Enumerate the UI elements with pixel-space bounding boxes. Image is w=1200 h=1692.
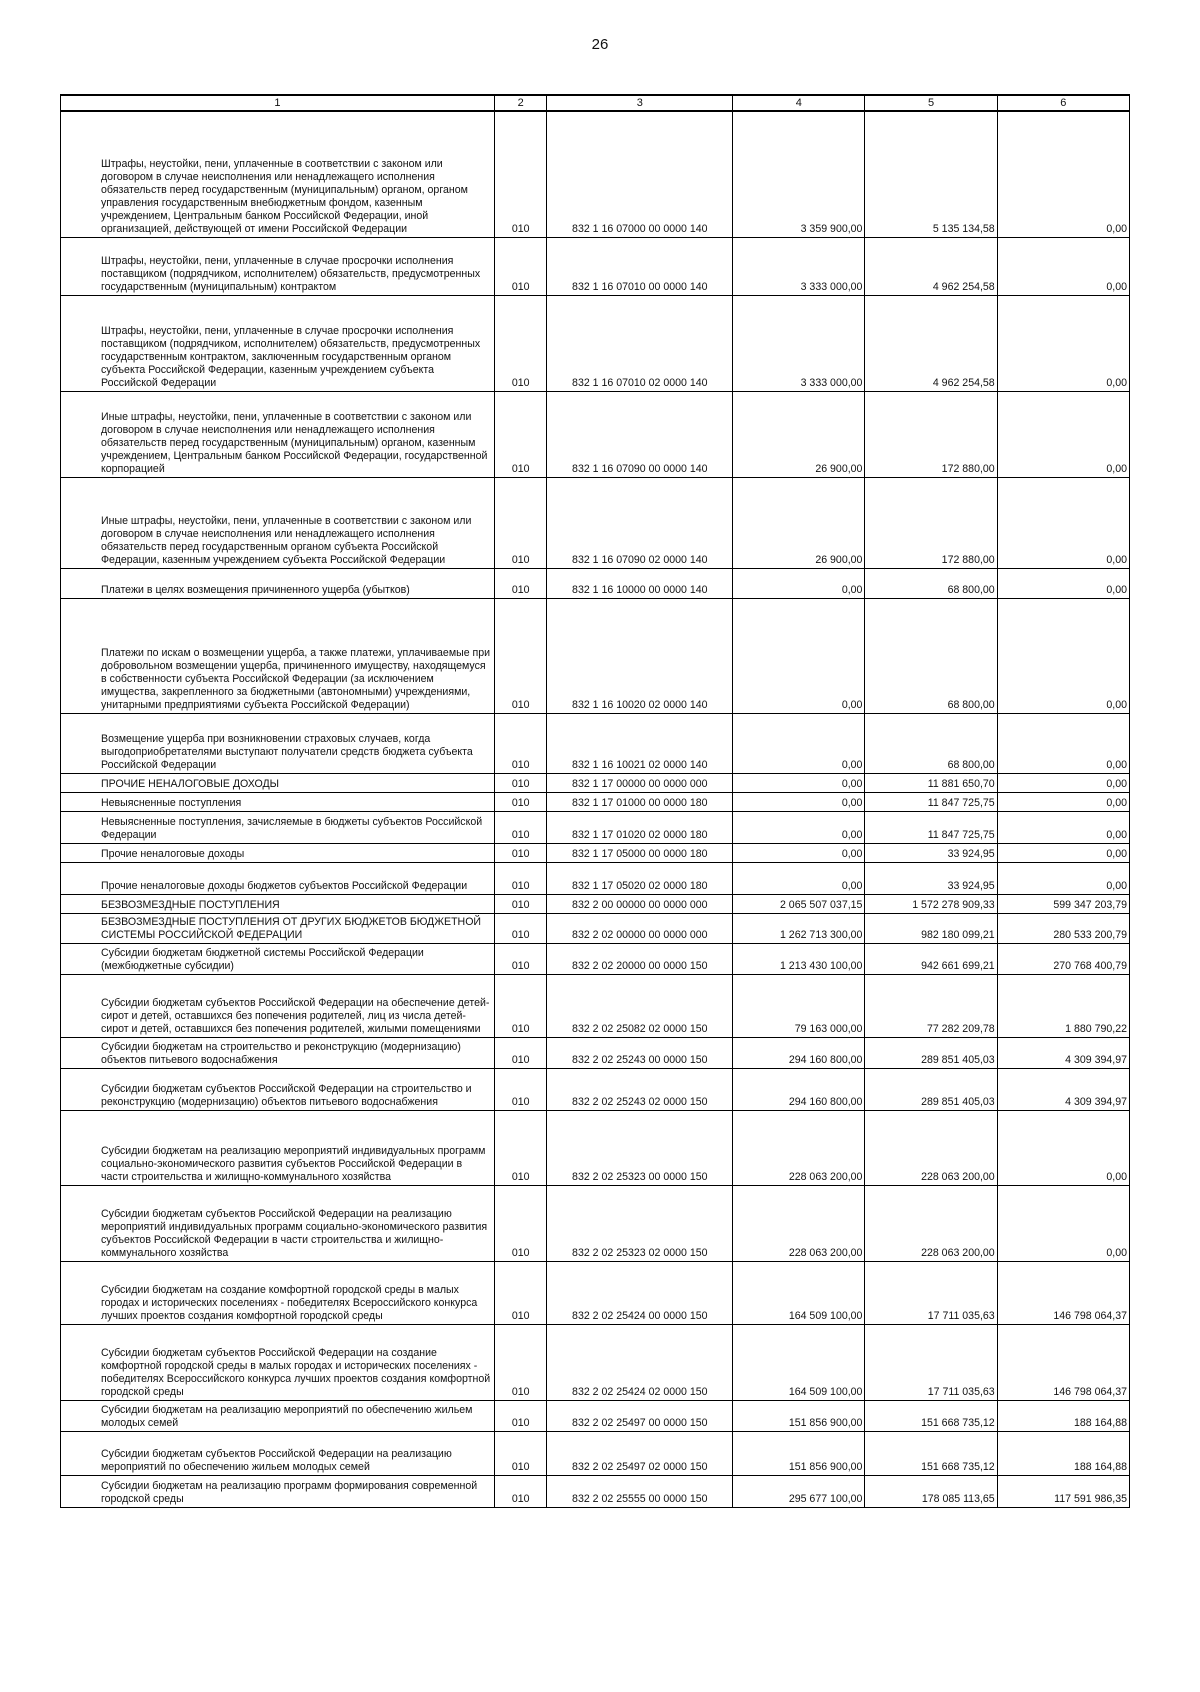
- row-budget-code: 832 2 02 25424 02 0000 150: [547, 1324, 733, 1400]
- row-value-col6: 146 798 064,37: [997, 1261, 1129, 1324]
- row-description: Прочие неналоговые доходы: [61, 843, 495, 862]
- row-budget-code: 832 1 16 07090 02 0000 140: [547, 477, 733, 568]
- row-budget-code: 832 2 02 25424 00 0000 150: [547, 1261, 733, 1324]
- row-budget-code: 832 1 17 05020 02 0000 180: [547, 862, 733, 894]
- table-row: [61, 843, 1130, 862]
- table-row: [61, 477, 1130, 568]
- row-line-code: 010: [494, 913, 546, 943]
- row-description: Прочие неналоговые доходы бюджетов субъектов Российской Федерации: [61, 862, 495, 894]
- row-value-col6: 0,00: [997, 1110, 1129, 1185]
- table-row: [61, 111, 1130, 237]
- row-value-col5: 172 880,00: [865, 391, 997, 477]
- row-value-col4: 0,00: [733, 713, 865, 773]
- table-row: [61, 1110, 1130, 1185]
- header-row: [61, 95, 1130, 111]
- column-header-5: 5: [865, 95, 997, 111]
- row-value-col5: 289 851 405,03: [865, 1037, 997, 1068]
- row-value-col6: 0,00: [997, 1185, 1129, 1261]
- row-description: Субсидии бюджетам субъектов Российской Федерации на обеспечение детей-сирот и детей, оставшихся без попечения родителей, лиц из числа детей-сирот и детей, оставшихся без попечения родителей, жилыми помещениями: [61, 974, 495, 1037]
- row-value-col4: 0,00: [733, 811, 865, 843]
- row-value-col5: 4 962 254,58: [865, 295, 997, 391]
- row-budget-code: 832 1 16 07090 00 0000 140: [547, 391, 733, 477]
- row-value-col4: 3 333 000,00: [733, 237, 865, 295]
- row-budget-code: 832 2 00 00000 00 0000 000: [547, 894, 733, 913]
- row-description: Субсидии бюджетам субъектов Российской Федерации на строительство и реконструкцию (модернизацию) объектов питьевого водоснабжения: [61, 1068, 495, 1110]
- revenue-table: [60, 94, 1130, 1508]
- row-value-col5: 228 063 200,00: [865, 1110, 997, 1185]
- row-value-col4: 0,00: [733, 862, 865, 894]
- row-line-code: 010: [494, 843, 546, 862]
- row-line-code: 010: [494, 773, 546, 792]
- row-line-code: 010: [494, 1037, 546, 1068]
- row-description: Штрафы, неустойки, пени, уплаченные в случае просрочки исполнения поставщиком (подрядчиком, исполнителем) обязательств, предусмотренных государственным контрактом, заключенным государственным органом субъекта Российской Федерации, казенным учреждением субъекта Российской Федерации: [61, 295, 495, 391]
- row-value-col4: 3 333 000,00: [733, 295, 865, 391]
- row-description: БЕЗВОЗМЕЗДНЫЕ ПОСТУПЛЕНИЯ ОТ ДРУГИХ БЮДЖЕТОВ БЮДЖЕТНОЙ СИСТЕМЫ РОССИЙСКОЙ ФЕДЕРАЦИИ: [61, 913, 495, 943]
- row-line-code: 010: [494, 894, 546, 913]
- row-value-col6: 0,00: [997, 843, 1129, 862]
- row-value-col4: 26 900,00: [733, 477, 865, 568]
- row-value-col6: 1 880 790,22: [997, 974, 1129, 1037]
- row-budget-code: 832 2 02 25497 00 0000 150: [547, 1400, 733, 1431]
- row-line-code: 010: [494, 811, 546, 843]
- row-value-col5: 228 063 200,00: [865, 1185, 997, 1261]
- table-row: [61, 1431, 1130, 1475]
- row-value-col6: 0,00: [997, 713, 1129, 773]
- row-description: Субсидии бюджетам субъектов Российской Федерации на создание комфортной городской среды в малых городах и исторических поселениях - победителях Всероссийского конкурса лучших проектов создания комфортной городской среды: [61, 1324, 495, 1400]
- row-value-col5: 11 881 650,70: [865, 773, 997, 792]
- column-header-2: 2: [494, 95, 546, 111]
- row-line-code: 010: [494, 974, 546, 1037]
- row-description: Иные штрафы, неустойки, пени, уплаченные в соответствии с законом или договором в случае неисполнения или ненадлежащего исполнения обязательств перед государственным (муниципальным) органом, казенным учреждением, Центральным банком Российской Федерации, государственной корпорацией: [61, 391, 495, 477]
- row-value-col6: 599 347 203,79: [997, 894, 1129, 913]
- row-description: Иные штрафы, неустойки, пени, уплаченные в соответствии с законом или договором в случае неисполнения или ненадлежащего исполнения обязательств перед государственным органом субъекта Российской Федерации, казенным учреждением субъекта Российской Федерации: [61, 477, 495, 568]
- row-value-col5: 77 282 209,78: [865, 974, 997, 1037]
- row-value-col5: 151 668 735,12: [865, 1400, 997, 1431]
- row-description: Субсидии бюджетам на реализацию мероприятий индивидуальных программ социально-экономического развития субъектов Российской Федерации в части строительства и жилищно-коммунального хозяйства: [61, 1110, 495, 1185]
- row-value-col6: 0,00: [997, 792, 1129, 811]
- row-line-code: 010: [494, 1261, 546, 1324]
- table-row: [61, 1068, 1130, 1110]
- row-value-col5: 151 668 735,12: [865, 1431, 997, 1475]
- row-description: ПРОЧИЕ НЕНАЛОГОВЫЕ ДОХОДЫ: [61, 773, 495, 792]
- row-line-code: 010: [494, 943, 546, 974]
- row-value-col4: 26 900,00: [733, 391, 865, 477]
- table-row: [61, 943, 1130, 974]
- row-line-code: 010: [494, 568, 546, 598]
- row-budget-code: 832 1 16 10020 02 0000 140: [547, 598, 733, 713]
- row-value-col4: 0,00: [733, 792, 865, 811]
- row-budget-code: 832 1 16 10000 00 0000 140: [547, 568, 733, 598]
- row-value-col6: 0,00: [997, 477, 1129, 568]
- row-value-col4: 1 262 713 300,00: [733, 913, 865, 943]
- row-value-col6: 0,00: [997, 391, 1129, 477]
- row-value-col5: 68 800,00: [865, 568, 997, 598]
- table-row: [61, 1324, 1130, 1400]
- table-row: [61, 1475, 1130, 1507]
- table-row: [61, 913, 1130, 943]
- row-value-col4: 151 856 900,00: [733, 1431, 865, 1475]
- row-value-col6: 0,00: [997, 568, 1129, 598]
- table-row: [61, 773, 1130, 792]
- row-line-code: 010: [494, 477, 546, 568]
- column-header-1: 1: [61, 95, 495, 111]
- row-budget-code: 832 1 17 05000 00 0000 180: [547, 843, 733, 862]
- row-value-col6: 117 591 986,35: [997, 1475, 1129, 1507]
- row-description: Субсидии бюджетам на реализацию мероприятий по обеспечению жильем молодых семей: [61, 1400, 495, 1431]
- column-header-4: 4: [733, 95, 865, 111]
- row-description: Невыясненные поступления: [61, 792, 495, 811]
- row-budget-code: 832 2 02 25243 02 0000 150: [547, 1068, 733, 1110]
- row-line-code: 010: [494, 792, 546, 811]
- row-line-code: 010: [494, 1324, 546, 1400]
- row-line-code: 010: [494, 1475, 546, 1507]
- row-line-code: 010: [494, 391, 546, 477]
- row-value-col6: 0,00: [997, 862, 1129, 894]
- row-value-col4: 295 677 100,00: [733, 1475, 865, 1507]
- row-description: Субсидии бюджетам субъектов Российской Федерации на реализацию мероприятий по обеспечению жильем молодых семей: [61, 1431, 495, 1475]
- row-value-col5: 17 711 035,63: [865, 1324, 997, 1400]
- row-description: Невыясненные поступления, зачисляемые в бюджеты субъектов Российской Федерации: [61, 811, 495, 843]
- row-value-col6: 146 798 064,37: [997, 1324, 1129, 1400]
- table-row: [61, 862, 1130, 894]
- row-description: Субсидии бюджетам на строительство и реконструкцию (модернизацию) объектов питьевого водоснабжения: [61, 1037, 495, 1068]
- row-budget-code: 832 1 16 07010 00 0000 140: [547, 237, 733, 295]
- row-value-col6: 270 768 400,79: [997, 943, 1129, 974]
- table-row: [61, 391, 1130, 477]
- row-budget-code: 832 2 02 25323 02 0000 150: [547, 1185, 733, 1261]
- row-line-code: 010: [494, 1068, 546, 1110]
- row-value-col4: 0,00: [733, 568, 865, 598]
- row-value-col6: 4 309 394,97: [997, 1037, 1129, 1068]
- row-value-col5: 68 800,00: [865, 713, 997, 773]
- row-budget-code: 832 2 02 25497 02 0000 150: [547, 1431, 733, 1475]
- row-value-col5: 178 085 113,65: [865, 1475, 997, 1507]
- row-value-col5: 33 924,95: [865, 843, 997, 862]
- table-row: [61, 1261, 1130, 1324]
- row-budget-code: 832 2 02 20000 00 0000 150: [547, 943, 733, 974]
- row-budget-code: 832 1 17 01020 02 0000 180: [547, 811, 733, 843]
- row-description: Платежи по искам о возмещении ущерба, а также платежи, уплачиваемые при добровольном возмещении ущерба, причиненного имуществу, находящемуся в собственности субъекта Российской Федерации (за исключением имущества, закрепленного за бюджетными (автономными) учреждениями, унитарными предприятиями субъекта Российской Федерации): [61, 598, 495, 713]
- row-value-col5: 942 661 699,21: [865, 943, 997, 974]
- table-row: [61, 1037, 1130, 1068]
- row-budget-code: 832 2 02 25243 00 0000 150: [547, 1037, 733, 1068]
- column-header-3: 3: [547, 95, 733, 111]
- row-value-col5: 11 847 725,75: [865, 811, 997, 843]
- row-budget-code: 832 1 16 07010 02 0000 140: [547, 295, 733, 391]
- row-value-col5: 4 962 254,58: [865, 237, 997, 295]
- row-value-col5: 1 572 278 909,33: [865, 894, 997, 913]
- row-value-col6: 0,00: [997, 773, 1129, 792]
- row-line-code: 010: [494, 1185, 546, 1261]
- row-description: Субсидии бюджетам субъектов Российской Федерации на реализацию мероприятий индивидуальных программ социально-экономического развития субъектов Российской Федерации в части строительства и жилищно-коммунального хозяйства: [61, 1185, 495, 1261]
- table-row: [61, 237, 1130, 295]
- row-value-col4: 0,00: [733, 773, 865, 792]
- column-header-6: 6: [997, 95, 1129, 111]
- table-row: [61, 598, 1130, 713]
- row-value-col5: 172 880,00: [865, 477, 997, 568]
- row-value-col6: 0,00: [997, 237, 1129, 295]
- row-description: Субсидии бюджетам на создание комфортной городской среды в малых городах и исторических поселениях - победителях Всероссийского конкурса лучших проектов создания комфортной городской среды: [61, 1261, 495, 1324]
- table-row: [61, 894, 1130, 913]
- row-value-col4: 294 160 800,00: [733, 1037, 865, 1068]
- row-value-col5: 5 135 134,58: [865, 111, 997, 237]
- row-value-col4: 3 359 900,00: [733, 111, 865, 237]
- row-line-code: 010: [494, 1431, 546, 1475]
- table-row: [61, 811, 1130, 843]
- row-line-code: 010: [494, 295, 546, 391]
- table-row: [61, 792, 1130, 811]
- row-value-col4: 79 163 000,00: [733, 974, 865, 1037]
- row-value-col4: 1 213 430 100,00: [733, 943, 865, 974]
- row-value-col5: 17 711 035,63: [865, 1261, 997, 1324]
- row-value-col4: 228 063 200,00: [733, 1110, 865, 1185]
- row-value-col4: 0,00: [733, 843, 865, 862]
- row-value-col4: 151 856 900,00: [733, 1400, 865, 1431]
- table-row: [61, 295, 1130, 391]
- row-budget-code: 832 1 17 00000 00 0000 000: [547, 773, 733, 792]
- row-description: Возмещение ущерба при возникновении страховых случаев, когда выгодоприобретателями выступают получатели средств бюджета субъекта Российской Федерации: [61, 713, 495, 773]
- row-description: Субсидии бюджетам на реализацию программ формирования современной городской среды: [61, 1475, 495, 1507]
- row-value-col5: 982 180 099,21: [865, 913, 997, 943]
- row-value-col4: 294 160 800,00: [733, 1068, 865, 1110]
- row-value-col6: 0,00: [997, 811, 1129, 843]
- row-description: Субсидии бюджетам бюджетной системы Российской Федерации (межбюджетные субсидии): [61, 943, 495, 974]
- page-number: 26: [591, 36, 609, 53]
- row-line-code: 010: [494, 862, 546, 894]
- row-value-col6: 0,00: [997, 598, 1129, 713]
- row-value-col5: 33 924,95: [865, 862, 997, 894]
- row-value-col6: 188 164,88: [997, 1400, 1129, 1431]
- row-budget-code: 832 1 16 10021 02 0000 140: [547, 713, 733, 773]
- row-value-col4: 2 065 507 037,15: [733, 894, 865, 913]
- row-budget-code: 832 1 16 07000 00 0000 140: [547, 111, 733, 237]
- row-value-col6: 4 309 394,97: [997, 1068, 1129, 1110]
- row-description: Платежи в целях возмещения причиненного ущерба (убытков): [61, 568, 495, 598]
- table-row: [61, 568, 1130, 598]
- row-budget-code: 832 2 02 00000 00 0000 000: [547, 913, 733, 943]
- row-value-col5: 289 851 405,03: [865, 1068, 997, 1110]
- row-value-col4: 164 509 100,00: [733, 1261, 865, 1324]
- row-description: Штрафы, неустойки, пени, уплаченные в соответствии с законом или договором в случае неисполнения или ненадлежащего исполнения обязательств перед государственным (муниципальным) органом, органом управления государственным внебюджетным фондом, казенным учреждением, Центральным банком Российской Федерации, иной организацией, действующей от имени Российской Федерации: [61, 111, 495, 237]
- row-description: БЕЗВОЗМЕЗДНЫЕ ПОСТУПЛЕНИЯ: [61, 894, 495, 913]
- row-value-col6: 0,00: [997, 111, 1129, 237]
- row-value-col6: 280 533 200,79: [997, 913, 1129, 943]
- row-value-col5: 11 847 725,75: [865, 792, 997, 811]
- table-row: [61, 1185, 1130, 1261]
- row-line-code: 010: [494, 111, 546, 237]
- row-budget-code: 832 1 17 01000 00 0000 180: [547, 792, 733, 811]
- table-row: [61, 713, 1130, 773]
- row-line-code: 010: [494, 598, 546, 713]
- row-value-col5: 68 800,00: [865, 598, 997, 713]
- row-budget-code: 832 2 02 25323 00 0000 150: [547, 1110, 733, 1185]
- row-value-col6: 0,00: [997, 295, 1129, 391]
- row-line-code: 010: [494, 237, 546, 295]
- row-budget-code: 832 2 02 25555 00 0000 150: [547, 1475, 733, 1507]
- row-budget-code: 832 2 02 25082 02 0000 150: [547, 974, 733, 1037]
- row-line-code: 010: [494, 713, 546, 773]
- row-line-code: 010: [494, 1400, 546, 1431]
- row-value-col4: 228 063 200,00: [733, 1185, 865, 1261]
- row-line-code: 010: [494, 1110, 546, 1185]
- table-row: [61, 1400, 1130, 1431]
- row-value-col4: 164 509 100,00: [733, 1324, 865, 1400]
- row-description: Штрафы, неустойки, пени, уплаченные в случае просрочки исполнения поставщиком (подрядчиком, исполнителем) обязательств, предусмотренных государственным (муниципальным) контрактом: [61, 237, 495, 295]
- row-value-col4: 0,00: [733, 598, 865, 713]
- table-row: [61, 974, 1130, 1037]
- row-value-col6: 188 164,88: [997, 1431, 1129, 1475]
